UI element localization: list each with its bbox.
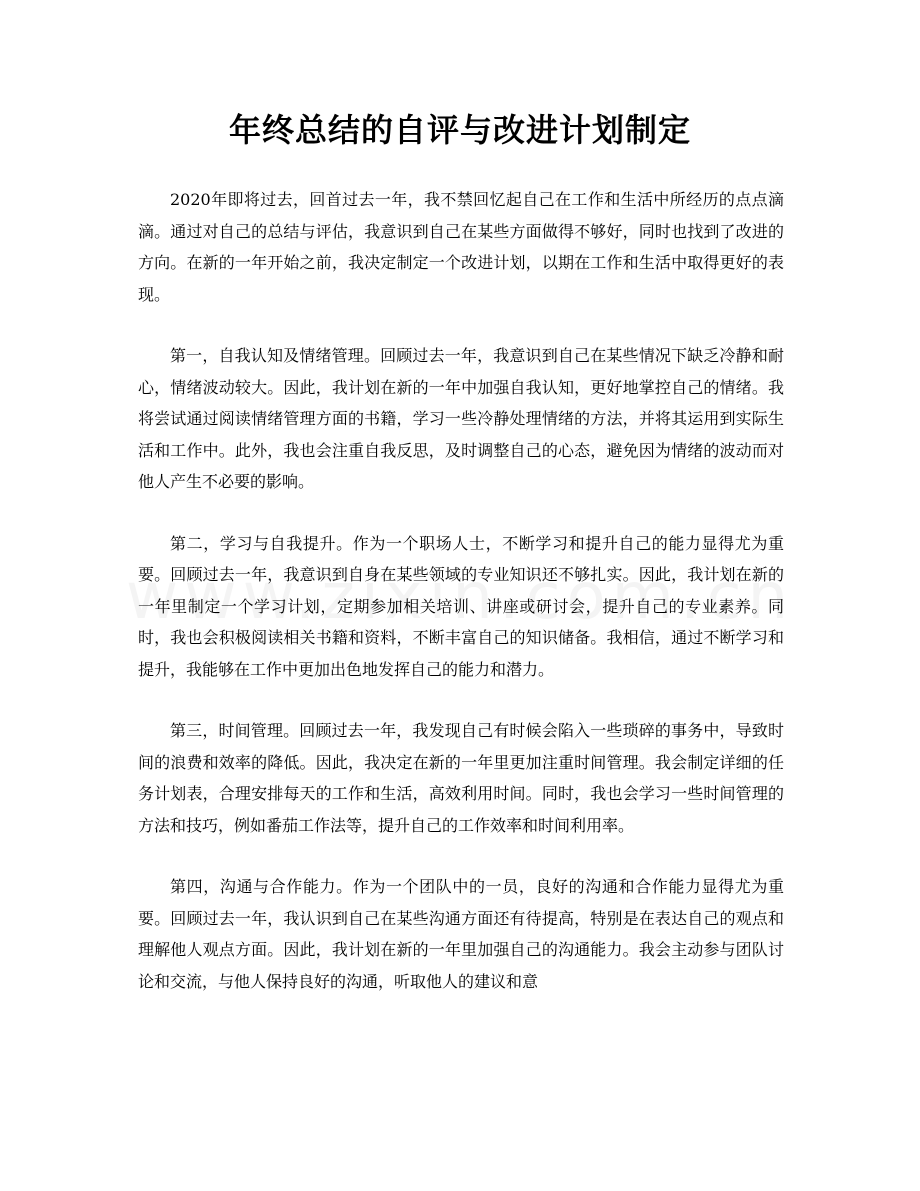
paragraph-time-management: 第三，时间管理。回顾过去一年，我发现自己有时候会陷入一些琐碎的事务中，导致时间的浪费和效率的降低。因此，我决定在新的一年里更加注重时间管理。我会制定详细的任务计划表，合理安排每天的工作和生活，高效利用时间。同时，我也会学习一些时间管理的方法和技巧，例如番茄工作法等，提升自己的工作效率和时间利用率。 (138, 721, 784, 835)
document-body (138, 184, 784, 1027)
document-title: 年终总结的自评与改进计划制定 (228, 111, 691, 149)
paragraph-learning: 第二，学习与自我提升。作为一个职场人士，不断学习和提升自己的能力显得尤为重要。回顾过去一年，我意识到自身在某些领域的专业知识还不够扎实。因此，我计划在新的一年里制定一个学习计划，定期参加相关培训、讲座或研讨会，提升自己的专业素养。同时，我也会积极阅读相关书籍和资料，不断丰富自己的知识储备。我相信，通过不断学习和提升，我能够在工作中更加出色地发挥自己的能力和潜力。 (138, 533, 784, 679)
paragraph-emotion-management: 第一，自我认知及情绪管理。回顾过去一年，我意识到自己在某些情况下缺乏冷静和耐心，情绪波动较大。因此，我计划在新的一年中加强自我认知，更好地掌控自己的情绪。我将尝试通过阅读情绪管理方面的书籍，学习一些冷静处理情绪的方法，并将其运用到实际生活和工作中。此外，我也会注重自我反思，及时调整自己的心态，避免因为情绪的波动而对他人产生不必要的影响。 (138, 346, 784, 491)
paragraph-intro: 2020年即将过去，回首过去一年，我不禁回忆起自己在工作和生活中所经历的点点滴滴。通过对自己的总结与评估，我意识到自己在某些方面做得不够好，同时也找到了改进的方向。在新的一年开始之前，我决定制定一个改进计划，以期在工作和生活中取得更好的表现。 (138, 190, 784, 304)
paragraph-communication: 第四，沟通与合作能力。作为一个团队中的一员，良好的沟通和合作能力显得尤为重要。回顾过去一年，我认识到自己在某些沟通方面还有待提高，特别是在表达自己的观点和理解他人观点方面。因此，我计划在新的一年里加强自己的沟通能力。我会主动参与团队讨论和交流，与他人保持良好的沟通，听取他人的建议和意 (138, 877, 784, 991)
